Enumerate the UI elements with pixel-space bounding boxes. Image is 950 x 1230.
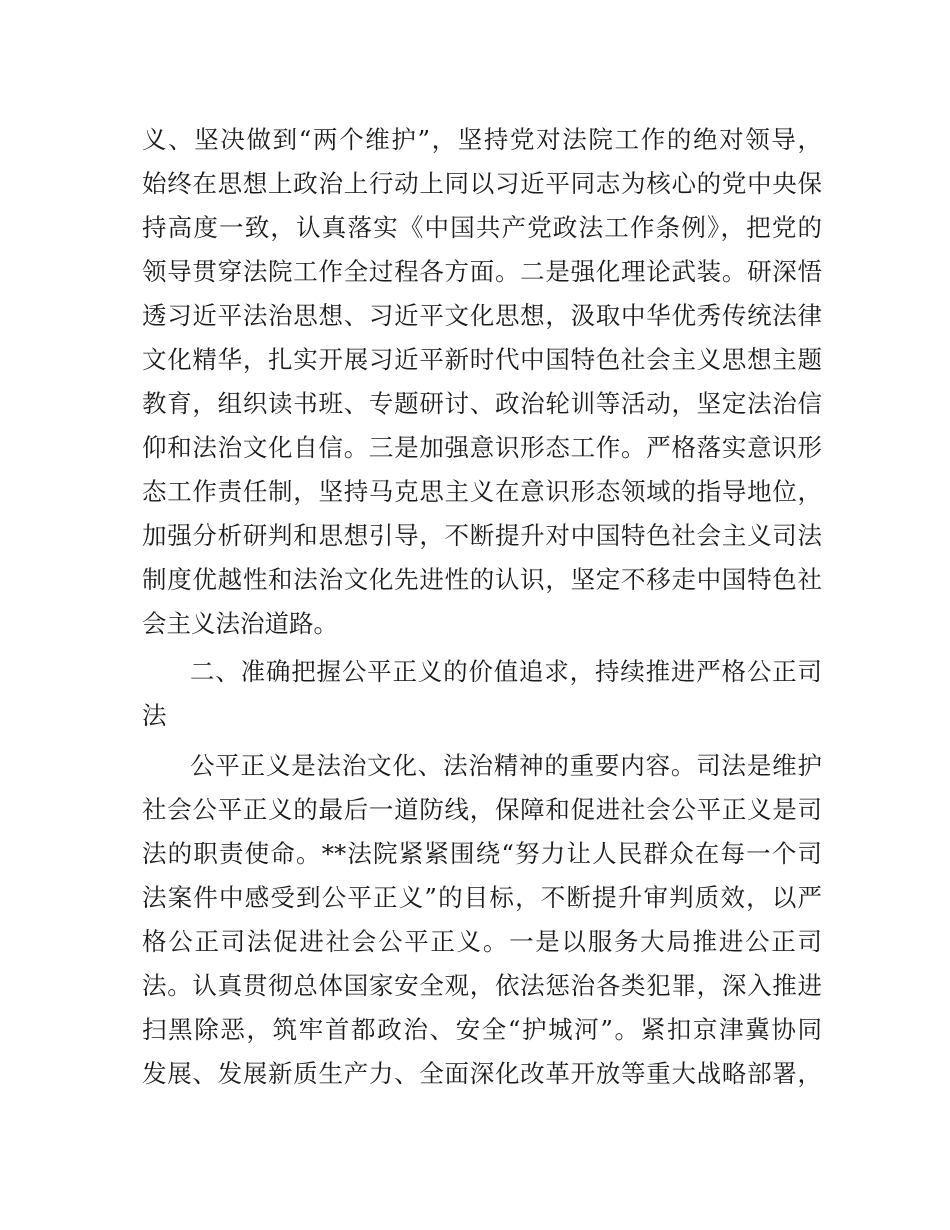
body-text-line: 法案件中感受到公平正义”的目标，不断提升审判质效，以严	[142, 883, 822, 912]
section-heading-line: 法	[142, 701, 167, 730]
body-text-line: 始终在思想上政治上行动上同以习近平同志为核心的党中央保	[142, 169, 822, 198]
body-text-line: 扫黑除恶，筑牢首都政治、安全“护城河”。紧扣京津冀协同	[142, 1015, 822, 1044]
body-text-line: 文化精华，扎实开展习近平新时代中国特色社会主义思想主题	[142, 345, 822, 374]
body-text-line: 会主义法治道路。	[142, 609, 338, 638]
body-text-line: 义、坚决做到“两个维护”，坚持党对法院工作的绝对领导，	[142, 125, 822, 154]
section-heading-line: 二、准确把握公平正义的价值追求，持续推进严格公正司	[190, 657, 822, 686]
body-text-line: 格公正司法促进社会公平正义。一是以服务大局推进公正司	[142, 927, 822, 956]
body-text-line: 公平正义是法治文化、法治精神的重要内容。司法是维护	[190, 751, 822, 780]
body-text-line: 领导贯穿法院工作全过程各方面。二是强化理论武装。研深悟	[142, 257, 822, 286]
body-text-line: 教育，组织读书班、专题研讨、政治轮训等活动，坚定法治信	[142, 389, 822, 418]
body-text-line: 社会公平正义的最后一道防线，保障和促进社会公平正义是司	[142, 795, 822, 824]
body-text-line: 法的职责使命。**法院紧紧围绕“努力让人民群众在每一个司	[142, 839, 822, 868]
body-text-line: 发展、发展新质生产力、全面深化改革开放等重大战略部署，	[142, 1059, 822, 1088]
body-text-line: 仰和法治文化自信。三是加强意识形态工作。严格落实意识形	[142, 433, 822, 462]
body-text-line: 加强分析研判和思想引导，不断提升对中国特色社会主义司法	[142, 521, 822, 550]
body-text-line: 制度优越性和法治文化先进性的认识，坚定不移走中国特色社	[142, 565, 822, 594]
body-text-line: 法。认真贯彻总体国家安全观，依法惩治各类犯罪，深入推进	[142, 971, 822, 1000]
body-text-line: 态工作责任制，坚持马克思主义在意识形态领域的指导地位，	[142, 477, 822, 506]
body-text-line: 透习近平法治思想、习近平文化思想，汲取中华优秀传统法律	[142, 301, 822, 330]
body-text-line: 持高度一致，认真落实《中国共产党政法工作条例》，把党的	[142, 213, 822, 242]
